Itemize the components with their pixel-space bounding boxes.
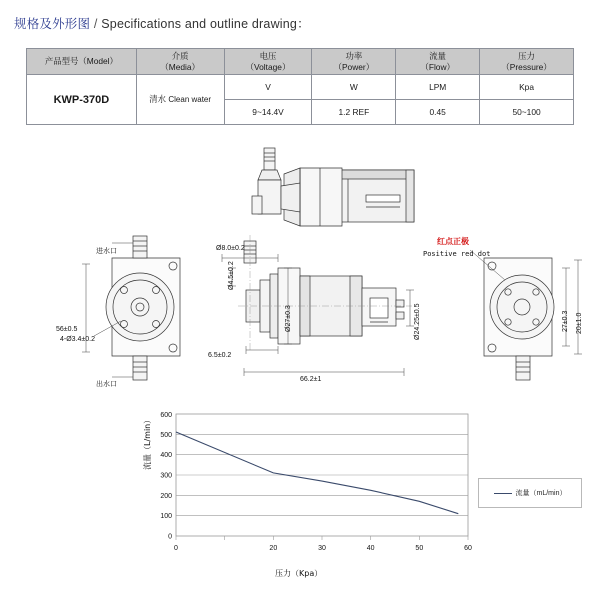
- cell-power-unit: W: [312, 75, 396, 100]
- pump-front-view: [238, 235, 412, 350]
- label-outlet: 出水口: [96, 380, 117, 388]
- cell-flow-value: 0.45: [396, 100, 480, 125]
- col-voltage-label-en: （Voltage）: [245, 61, 291, 72]
- cell-flow-unit: LPM: [396, 75, 480, 100]
- outline-drawing: [0, 140, 600, 410]
- svg-text:30: 30: [318, 545, 326, 552]
- cell-pressure-unit: Kpa: [480, 75, 574, 100]
- chart-svg: [138, 408, 478, 558]
- cell-power-value: 1.2 REF: [312, 100, 396, 125]
- legend-line-icon: [494, 493, 512, 494]
- page-title: [14, 14, 310, 32]
- label-inlet: 进水口: [96, 247, 117, 255]
- col-model: [27, 49, 137, 75]
- label-dim-66-2: 66.2±1: [300, 376, 322, 383]
- pump-right-view: [484, 258, 554, 380]
- svg-text:50: 50: [415, 545, 424, 552]
- col-power: [312, 49, 396, 75]
- svg-text:400: 400: [160, 452, 172, 459]
- svg-text:300: 300: [160, 472, 172, 480]
- pump-top-view: [252, 148, 414, 226]
- drawing-canvas: [0, 140, 600, 410]
- label-dim-6-5: 6.5±0.2: [208, 352, 232, 359]
- col-power-label-en: （Power）: [333, 61, 375, 72]
- cell-voltage-value: 9~14.4V: [224, 100, 312, 125]
- label-dim-20: 20±1.0: [576, 312, 583, 334]
- cell-media-en: Clean water: [168, 94, 212, 104]
- label-width-56: 56±0.5: [56, 326, 78, 333]
- page-title-en: Specifications and outline drawing：: [101, 17, 310, 31]
- table-header-row: [27, 49, 574, 75]
- chart-y-axis-title: 流量（L/min）: [143, 415, 152, 470]
- page-title-cn: 规格及外形图: [14, 17, 91, 31]
- table-row: [27, 75, 574, 100]
- col-power-label-cn: 功率: [345, 51, 363, 61]
- col-pressure: [480, 49, 574, 75]
- legend-label: 流量（mL/min）: [515, 490, 567, 497]
- label-dim-27: 27±0.3: [562, 310, 569, 332]
- svg-text:20: 20: [269, 545, 278, 552]
- col-pressure-label-en: （Pressure）: [501, 61, 552, 72]
- label-dia-24-25: Ø24.25±0.5: [414, 303, 421, 340]
- svg-text:100: 100: [160, 513, 172, 520]
- label-dia-27: Ø27±0.3: [285, 305, 292, 332]
- chart-x-axis-title: 压力（Kpa）: [275, 569, 323, 578]
- svg-text:60: 60: [464, 545, 472, 552]
- col-pressure-label-cn: 压力: [518, 51, 535, 61]
- cell-media: [136, 75, 224, 125]
- col-media-label-en: （Media）: [160, 61, 200, 72]
- pump-left-view: [106, 236, 180, 380]
- col-voltage-label-cn: 电压: [259, 51, 277, 61]
- label-dia-4-5: Ø4.5±0.2: [228, 261, 235, 290]
- svg-text:600: 600: [160, 412, 172, 419]
- col-flow-label-en: （Flow）: [420, 61, 455, 72]
- col-model-label: 产品型号（Model）: [44, 56, 118, 67]
- label-red-dot-en: Positive red dot: [423, 250, 491, 258]
- cell-model: KWP-370D: [27, 75, 137, 125]
- svg-text:200: 200: [160, 493, 172, 500]
- col-flow: [396, 49, 480, 75]
- svg-text:500: 500: [160, 432, 172, 439]
- label-dia-8: Ø8.0±0.2: [216, 245, 245, 252]
- label-red-dot-cn: 红点正极: [437, 237, 469, 246]
- chart-legend: [478, 478, 582, 508]
- label-hole-pattern: 4-Ø3.4±0.2: [60, 336, 95, 343]
- performance-chart: [138, 408, 478, 558]
- cell-media-cn: 清水: [149, 93, 167, 104]
- cell-voltage-unit: V: [224, 75, 312, 100]
- col-flow-label-cn: 流量: [429, 51, 447, 61]
- col-media: [136, 49, 224, 75]
- col-media-label-cn: 介质: [171, 51, 189, 61]
- svg-text:40: 40: [366, 545, 375, 552]
- svg-text:0: 0: [174, 545, 178, 552]
- col-voltage: [224, 49, 312, 75]
- svg-text:0: 0: [168, 533, 172, 541]
- cell-pressure-value: 50~100: [480, 100, 574, 125]
- page-title-separator: /: [93, 17, 98, 31]
- specifications-table: [26, 48, 574, 125]
